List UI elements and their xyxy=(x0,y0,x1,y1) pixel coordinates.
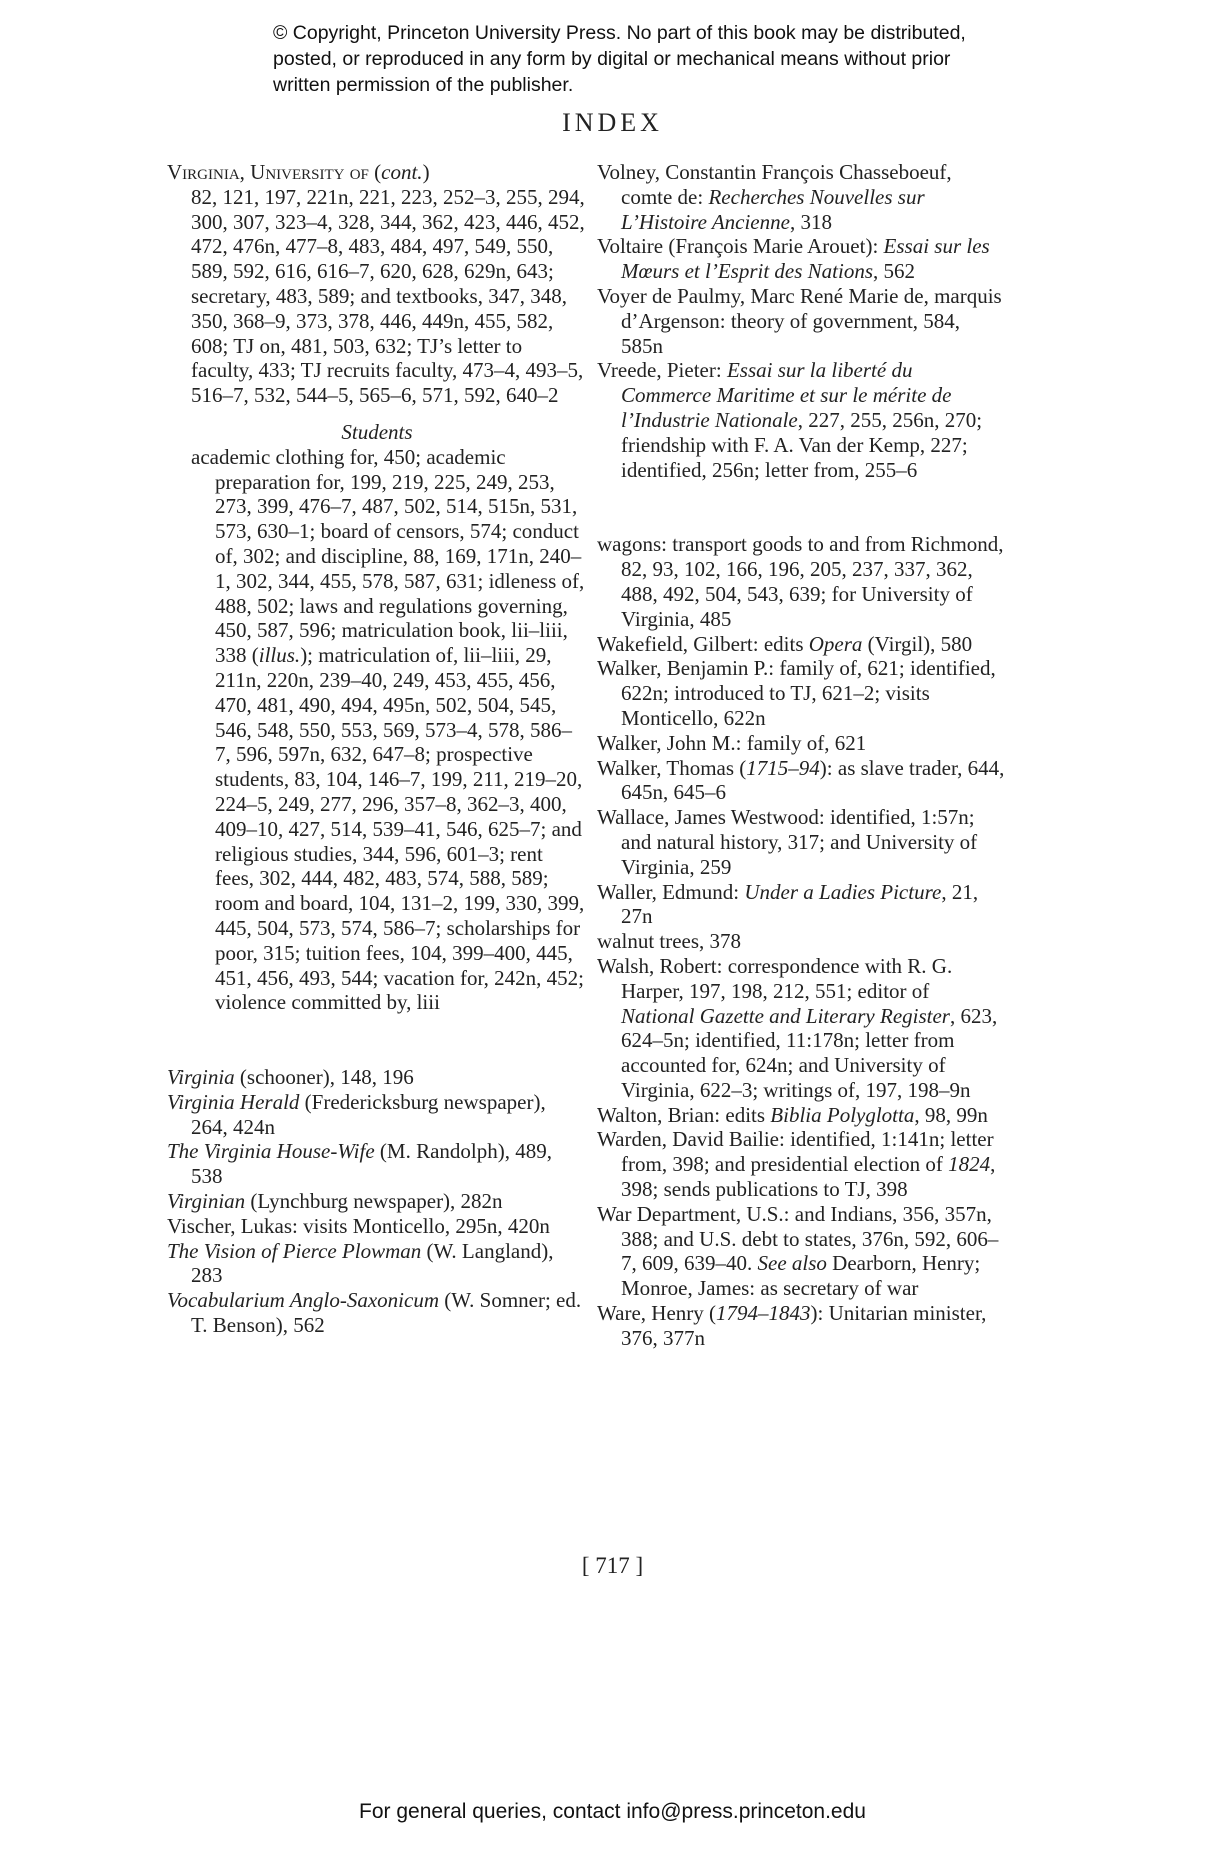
entry-text: Vreede, Pieter: xyxy=(597,358,727,383)
entry-text: (W. Somner; ed. T. Benson), 562 xyxy=(191,1288,582,1338)
entry-text: , 623, 624–5n; identified, 11:178n; letter from accounted for, 624n; and University of Virginia, 622–3; writings of, 197, 198–9n xyxy=(621,1003,998,1102)
index-entry xyxy=(597,954,1007,1103)
entry-text: , 98, 99n xyxy=(914,1102,988,1127)
entry-text: ); matriculation of, lii–liii, 29, 211n, 220n, 239–40, 249, 453, 455, 456, 470, 481, 490, 494, 495n, 502, 504, 545, 546, 548, 550, 553, 569, 573–4, 578, 586–7, 596, 597n, 632, 647–8; prospective students, 83, 104, 146–7, 199, 211, 219–20, 224–5, 249, 277, 296, 357–8, 362–3, 400, 409–10, 427, 514, 539–41, 546, 625–7; and religious studies, 344, 596, 601–3; rent fees, 302, 444, 482, 483, 574, 588, 589; room and board, 104, 131–2, 199, 330, 399, 445, 504, 573, 574, 586–7; scholarships for poor, 315; tuition fees, 104, 399–400, 445, 451, 456, 493, 544; vacation for, 242n, 452; violence committed by, liii xyxy=(215,643,585,1015)
spacer xyxy=(167,1015,587,1065)
entry-text: Dearborn, Henry; Monroe, James: as secretary of war xyxy=(621,1251,981,1301)
index-entry xyxy=(167,1288,587,1338)
copyright-notice: © Copyright, Princeton University Press. No part of this book may be distributed, posted, or reproduced in any form by digital or mechanical means without prior written permission of the publisher. xyxy=(273,22,966,96)
entry-italic: Recherches Nouvelles sur L’Histoire Ancienne xyxy=(621,184,925,234)
entry-text: , 398; sends publications to TJ, 398 xyxy=(621,1152,996,1202)
index-entry: Walker, John M.: family of, 621 xyxy=(597,730,867,755)
entry-text: , 562 xyxy=(873,259,916,284)
entry-text: ): as slave trader, 644, 645n, 645–6 xyxy=(621,755,1005,805)
index-entry xyxy=(167,1239,587,1289)
entry-text: (Lynchburg newspaper), 282n xyxy=(245,1189,503,1214)
entry-text: ): Unitarian minister, 376, 377n xyxy=(621,1301,987,1350)
index-entry xyxy=(597,1202,1007,1301)
entry-italic: Virginia xyxy=(167,1065,235,1090)
entry-heading: Virginia, University of xyxy=(167,160,369,184)
entry-italic: Under a Ladies Picture xyxy=(744,879,942,904)
entry-italic: cont. xyxy=(381,160,423,184)
entry-text: , 318 xyxy=(789,209,832,234)
index-entry xyxy=(167,1189,587,1214)
contact-footer: For general queries, contact info@press.princeton.edu xyxy=(359,1800,866,1823)
entry-italic: Virginia Herald xyxy=(167,1089,300,1114)
entry-italic: Essai sur les Mœurs et l’Esprit des Nations xyxy=(621,234,990,284)
entry-text: 82, 121, 197, 221n, 221, 223, 252–3, 255, 294, 300, 307, 323–4, 328, 344, 362, 423, 446, 452, 472, 476n, 477–8, 483, 484, 497, 549, 550, 589, 592, 616, 616–7, 620, 628, 629n, 643; secretary, 483, 589; and textbooks, 347, 348, 350, 368–9, 373, 378, 446, 449n, 455, 582, 608; TJ on, 481, 503, 632; TJ’s letter to faculty, 433; TJ recruits faculty, 473–4, 493–5, 516–7, 532, 544–5, 565–6, 571, 592, 640–2 xyxy=(191,184,585,408)
entry-italic: illus. xyxy=(258,643,301,668)
entry-text: , 227, 255, 256n, 270; friendship with F. A. Van der Kemp, 227; identified, 256n; letter from, 255–6 xyxy=(621,407,983,482)
index-entry xyxy=(597,234,1007,284)
spacer xyxy=(597,482,1007,532)
index-entry xyxy=(167,1065,587,1090)
entry-italic: The Vision of Pierce Plowman xyxy=(167,1238,422,1263)
entry-italic: 1715–94 xyxy=(746,755,820,780)
index-entry xyxy=(597,1103,1007,1128)
index-column-left xyxy=(167,160,587,1338)
entry-text: (Fredericksburg newspaper), 264, 424n xyxy=(191,1089,546,1139)
entry-italic: 1824 xyxy=(948,1152,991,1177)
index-entry: Vischer, Lukas: visits Monticello, 295n, 420n xyxy=(167,1213,550,1238)
entry-text: Wakefield, Gilbert: edits xyxy=(597,631,809,656)
subsection-heading: Students xyxy=(341,419,413,444)
index-entry: Voyer de Paulmy, Marc René Marie de, marquis d’Argenson: theory of government, 584, 585n xyxy=(597,283,1002,358)
entry-italic: Biblia Polyglotta xyxy=(770,1102,915,1127)
entry-text: academic clothing for, 450; academic preparation for, 199, 219, 225, 249, 253, 273, 399, 476–7, 487, 502, 514, 515n, 531, 573, 630–1; board of censors, 574; conduct of, 302; and discipline, 88, 169, 171n, 240–1, 302, 344, 455, 578, 587, 631; idleness of, 488, 502; laws and regulations governing, 450, 587, 596; matriculation book, lii–liii, 338 ( xyxy=(191,444,585,668)
index-entry xyxy=(167,1139,587,1189)
entry-text: Warden, David Bailie: identified, 1:141n; letter from, 398; and presidential election of xyxy=(597,1127,994,1177)
entry-text: Ware, Henry ( xyxy=(597,1301,716,1326)
entry-text: Walton, Brian: edits xyxy=(597,1102,771,1127)
entry-italic: 1794–1843 xyxy=(716,1301,811,1326)
index-entry: Walker, Benjamin P.: family of, 621; identified, 622n; introduced to TJ, 621–2; visits Monticello, 622n xyxy=(597,656,996,730)
index-column-right xyxy=(597,160,1007,1351)
index-subentry xyxy=(167,445,587,1015)
entry-text: (Virgil), 580 xyxy=(862,631,973,656)
index-entry: Virginia, University of (cont.) 82, 121, 197, 221n, 221, 223, 252–3, 255, 294, 300, 307, 323–4, 328, 344, 362, 423, 446, 452, 472, 476n, 477–8, 483, 484, 497, 549, 550, 589, 592, 616, 616–7, 620, 628, 629n, 643; secretary, 483, 589; and textbooks, 347, 348, 350, 368–9, 373, 378, 446, 449n, 455, 582, 608; TJ on, 481, 503, 632; TJ’s letter to faculty, 433; TJ recruits faculty, 473–4, 493–5, 516–7, 532, 544–5, 565–6, 571, 592, 640–2 xyxy=(167,160,585,408)
entry-italic: Opera xyxy=(808,631,863,656)
index-entry xyxy=(597,880,1007,930)
index-entry xyxy=(167,1090,587,1140)
entry-italic: See also xyxy=(757,1251,827,1276)
entry-text: (schooner), 148, 196 xyxy=(234,1065,414,1090)
entry-italic: National Gazette and Literary Register xyxy=(621,1003,950,1028)
entry-text: Voltaire (François Marie Arouet): xyxy=(597,234,884,259)
index-entry xyxy=(597,632,1007,657)
entry-text: (W. Langland), 283 xyxy=(191,1238,554,1288)
entry-text: (M. Randolph), 489, 538 xyxy=(191,1139,552,1189)
entry-text: Volney, Constantin François Chasseboeuf, comte de: xyxy=(597,160,952,209)
entry-italic: Vocabularium Anglo-Saxonicum xyxy=(167,1288,439,1313)
entry-text: Walker, Thomas ( xyxy=(597,755,747,780)
index-entry xyxy=(597,1301,1007,1351)
index-entry: wagons: transport goods to and from Richmond, 82, 93, 102, 166, 196, 205, 237, 337, 362, 488, 492, 504, 543, 639; for University of Virginia, 485 xyxy=(597,532,1004,631)
index-entry xyxy=(597,1127,1007,1201)
page-title: INDEX xyxy=(562,108,663,137)
index-entry xyxy=(597,358,1007,482)
index-entry: walnut trees, 378 xyxy=(597,929,742,954)
entry-text: Waller, Edmund: xyxy=(597,879,745,904)
entry-text: , 21, 27n xyxy=(621,879,979,929)
index-entry xyxy=(597,160,1007,234)
entry-italic: Essai sur la liberté du Commerce Maritime et sur le mérite de l’Industrie Nationale xyxy=(621,358,952,432)
page-number: [ 717 ] xyxy=(581,1553,644,1578)
entry-text: Walsh, Robert: correspondence with R. G. Harper, 197, 198, 212, 551; editor of xyxy=(597,953,953,1003)
entry-italic: Virginian xyxy=(167,1189,246,1214)
index-entry xyxy=(597,756,1007,806)
index-entry: Wallace, James Westwood: identified, 1:57n; and natural history, 317; and University of Virginia, 259 xyxy=(597,805,978,879)
entry-text: War Department, U.S.: and Indians, 356, 357n, 388; and U.S. debt to states, 376n, 592, 606–7, 609, 639–40. xyxy=(597,1201,999,1276)
entry-italic: The Virginia House-Wife xyxy=(167,1139,375,1164)
